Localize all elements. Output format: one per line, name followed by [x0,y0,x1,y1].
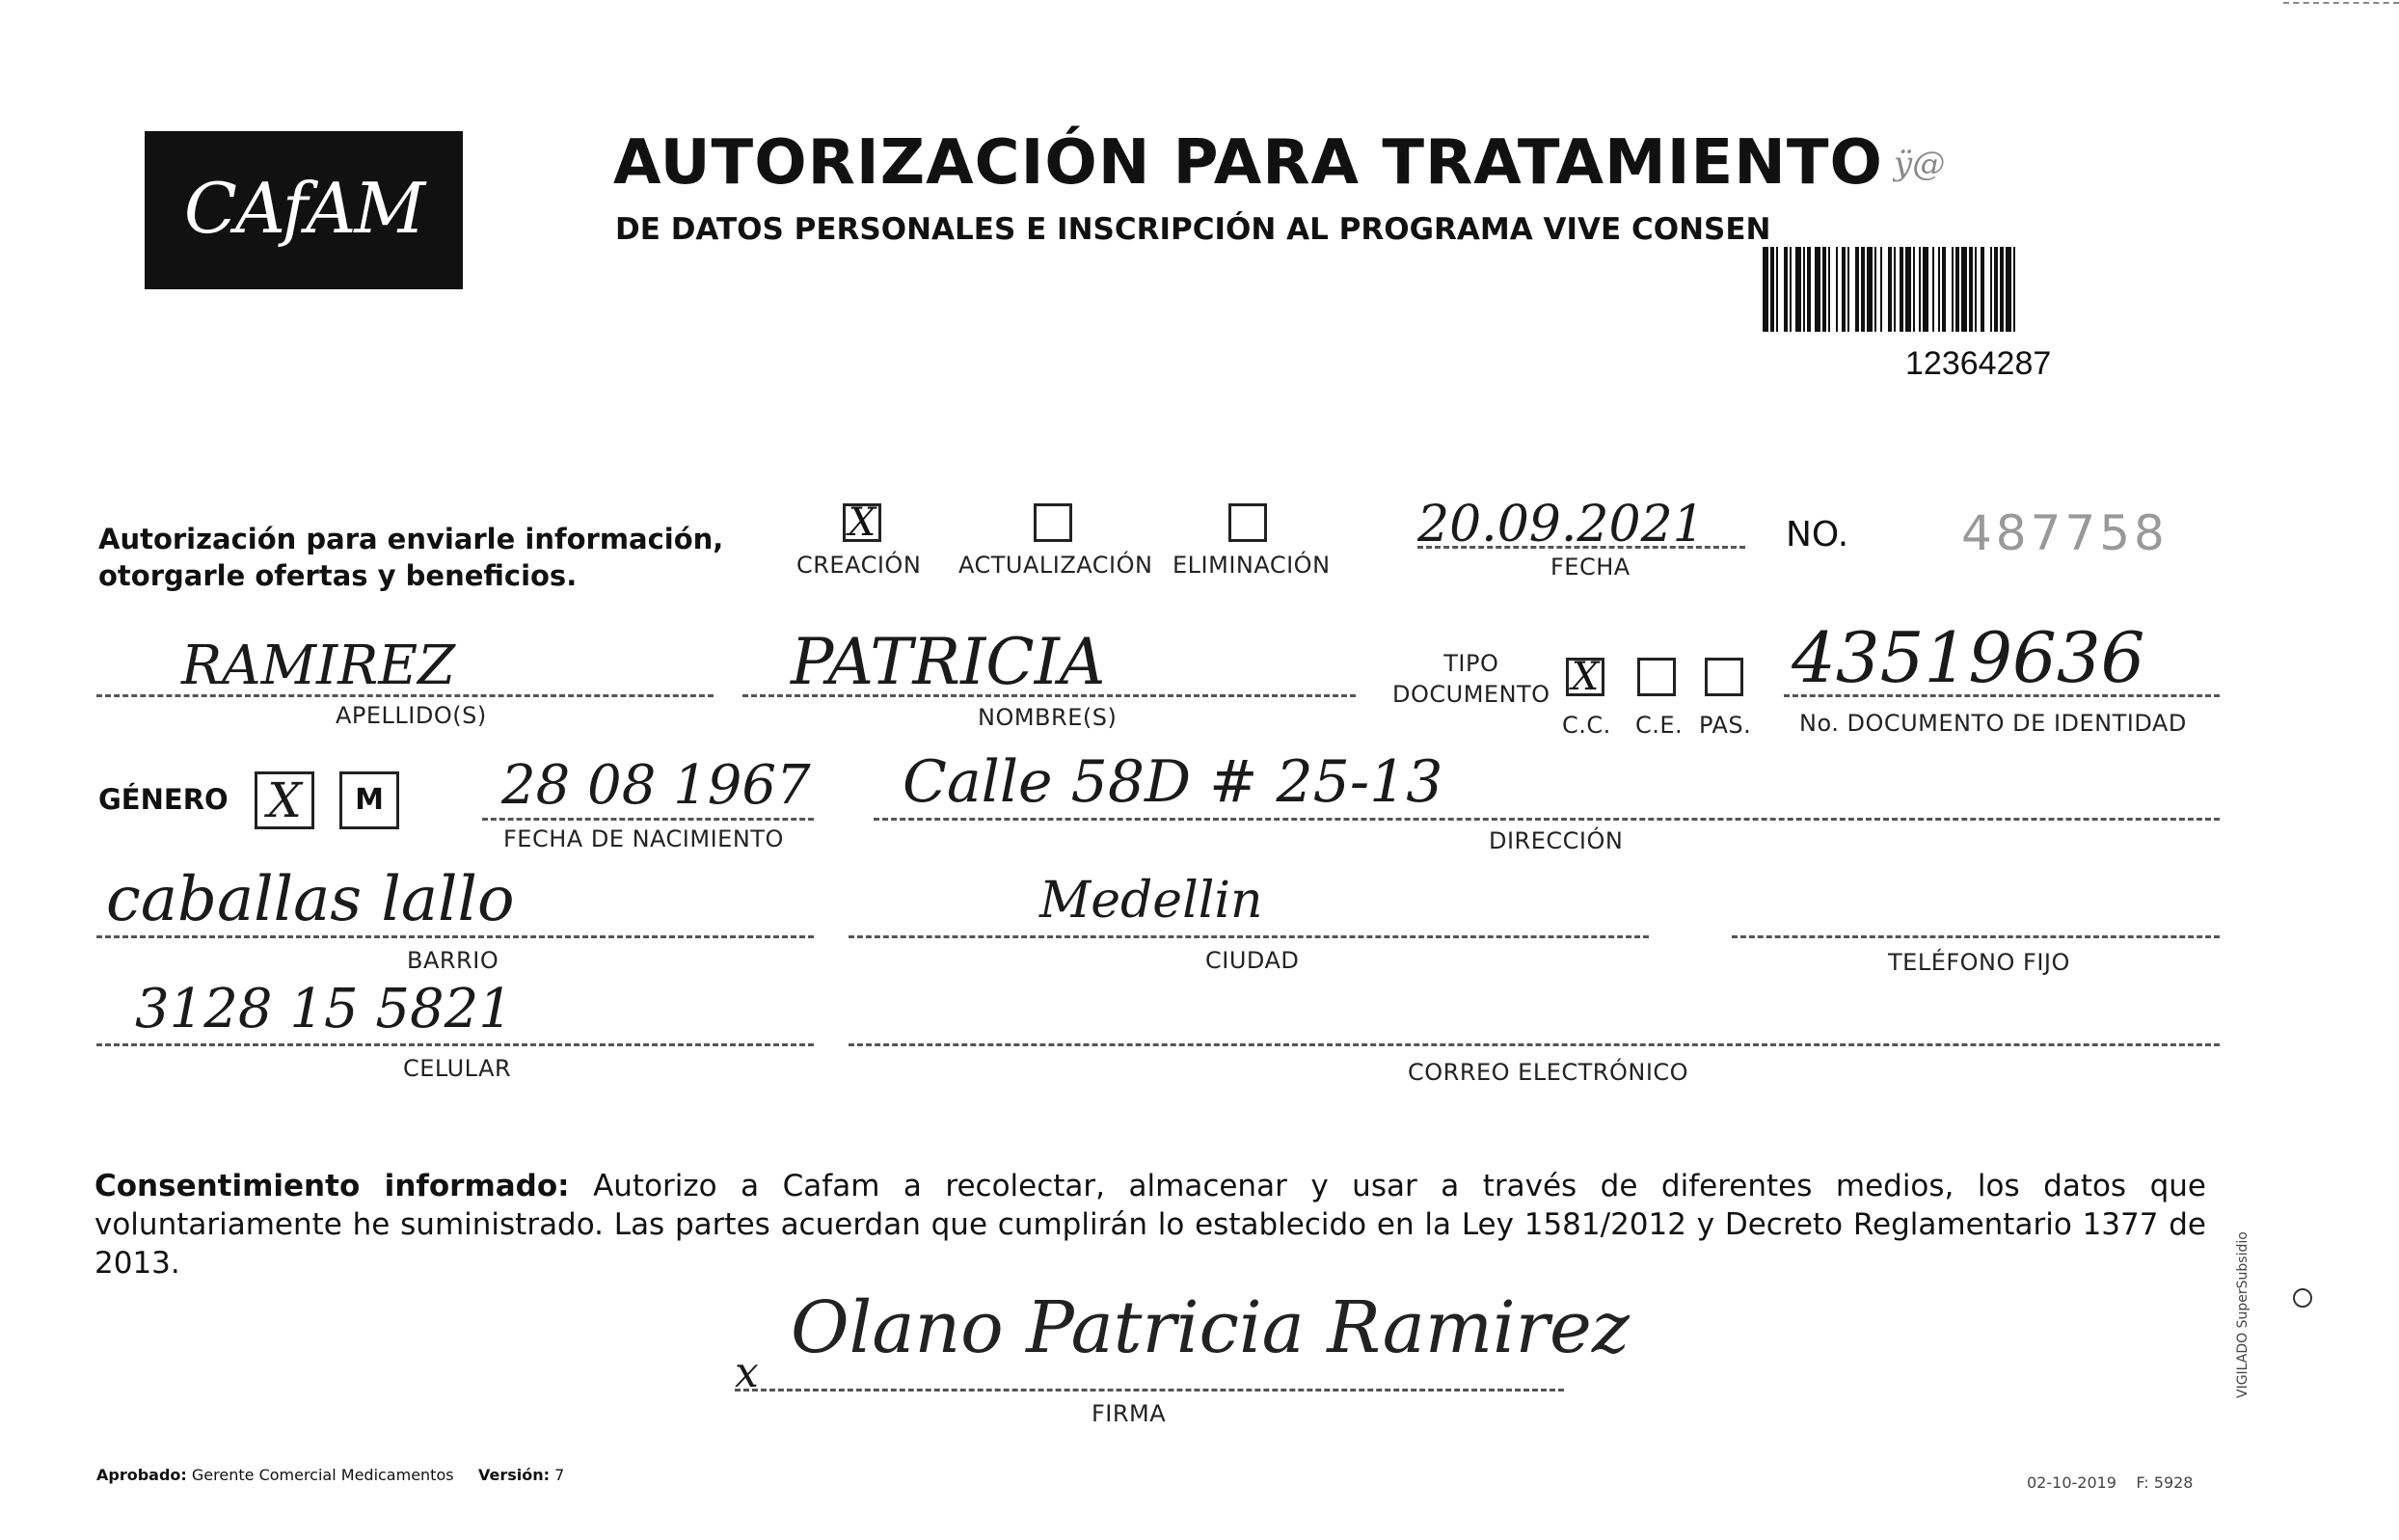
eliminacion-checkbox[interactable] [1228,503,1267,542]
barcode-bar [2000,247,2004,332]
barcode-bar [1905,247,1911,332]
barcode-bar [1795,247,1801,332]
aprobado-label: Aprobado: [96,1466,187,1484]
barcode-bar [1807,247,1811,332]
barcode-bar [1932,247,1934,332]
apellido-field[interactable] [96,635,714,697]
direccion-field[interactable] [874,748,2220,821]
actualizacion-label: ACTUALIZACIÓN [958,552,1153,579]
barcode-bar [1942,247,1946,332]
creacion-label: CREACIÓN [796,552,922,579]
fecha-value: 20.09.2021 [1417,496,1705,554]
barcode-bar [1815,247,1820,332]
tipo-documento-label [1392,648,1550,710]
apellido-label: APELLIDO(S) [336,702,487,729]
footer-form-code: F: 5928 [2136,1473,2194,1492]
barcode-bar [1828,247,1830,332]
consent-text: Autorizo a Cafam a recolectar, almacenar y usar a través de diferentes medios, los datos que voluntariamente he suministrado. Las partes acuerdan que cumplirán lo establecido en la Ley 1581/2012 y Decreto Reglamentario 1377 de 2013. [94,1169,2206,1281]
barcode-bar [1842,247,1846,332]
barrio-label: BARRIO [407,947,499,974]
signature: Olano Patricia Ramirez [791,1286,1630,1369]
barcode-bar [1981,247,1984,332]
creacion-checkbox[interactable] [843,500,881,545]
barcode-bar [1969,247,1973,332]
ciudad-value: Medellin [1039,872,1263,930]
vigilado-side-text: VIGILADO SuperSubsidio [2235,1231,2251,1398]
nombre-field[interactable] [742,625,1356,699]
cc-checkbox[interactable] [1566,655,1604,699]
ce-label: C.E. [1635,712,1684,739]
correo-label: CORREO ELECTRÓNICO [1408,1059,1689,1086]
signature-prefix: x [735,1348,759,1397]
fecha-nacimiento-label: FECHA DE NACIMIENTO [503,825,784,852]
footer-approval [96,1466,564,1484]
doc-number-field[interactable] [1784,617,2220,698]
fecha-nacimiento-value: 28 08 1967 [501,754,811,817]
barcode-bar [1861,247,1865,332]
telefono-field[interactable] [1732,899,2220,938]
barcode-bar [1822,247,1826,332]
telefono-label: TELÉFONO FIJO [1888,949,2070,976]
tipo-label-line2: DOCUMENTO [1392,681,1550,708]
barcode-icon [1763,247,2150,332]
barcode-number: 12364287 [1905,345,2052,382]
barcode-bar [1784,247,1788,332]
barcode-bar [1763,247,1768,332]
eliminacion-label: ELIMINACIÓN [1173,552,1331,579]
authorization-text-line1: Autorización para enviarle información, [98,523,724,555]
authorization-text [98,521,723,594]
barcode-bar [1923,247,1928,332]
logo-text: CAfAM [183,168,424,249]
celular-value: 3128 15 5821 [135,978,513,1040]
barcode-bar [1994,247,1998,332]
barcode-bar [1847,247,1849,332]
consent-lead: Consentimiento informado: [94,1169,570,1203]
version-label: Versión: [478,1466,551,1484]
barcode-bar [2006,247,2011,332]
barrio-value: caballas lallo [106,864,515,935]
fecha-nacimiento-field[interactable] [482,754,814,821]
tipo-label-line1: TIPO [1443,650,1499,677]
barcode-bar [1855,247,1859,332]
genero-m-label: M [355,783,384,817]
barcode-bar [1938,247,1940,332]
barcode-bar [1874,247,1876,332]
barcode-bar [1900,247,1903,332]
genero-f-checkbox[interactable] [255,771,314,829]
doc-number-value: 43519636 [1792,617,2145,698]
barcode-bar [1770,247,1774,332]
supersubsidio-icon [2293,1288,2312,1308]
barcode-bar [1790,247,1792,332]
doc-number-label: No. DOCUMENTO DE IDENTIDAD [1799,710,2187,737]
consent-paragraph [94,1167,2206,1283]
barcode-bar [2013,247,2015,332]
pas-label: PAS. [1699,712,1752,739]
barcode-bar [1955,247,1959,332]
aprobado-value: Gerente Comercial Medicamentos [191,1466,454,1484]
fecha-label: FECHA [1550,554,1631,581]
barrio-field[interactable] [96,864,814,938]
top-edge-dash [2283,2,2399,4]
genero-m-checkbox[interactable] [339,771,399,829]
authorization-text-line2: otorgarle ofertas y beneficios. [98,559,578,592]
nombre-label: NOMBRE(S) [978,704,1118,731]
genero-label: GÉNERO [98,783,229,816]
corner-handwritten-mark: ÿ@ [1894,145,1946,183]
form-title: AUTORIZACIÓN PARA TRATAMIENTO [613,127,1883,199]
fecha-field[interactable] [1417,496,1745,554]
no-value: 487758 [1961,505,2169,561]
apellido-value: RAMIREZ [181,635,456,697]
barcode-bar [1836,247,1838,332]
barcode-bar [1961,247,1967,332]
barcode-bar [1888,247,1892,332]
correo-field[interactable] [849,1007,2220,1046]
ciudad-label: CIUDAD [1205,947,1300,974]
creacion-checkmark: X [848,500,876,545]
direccion-label: DIRECCIÓN [1489,827,1624,854]
barcode-bar [1952,247,1954,332]
nombre-value: PATRICIA [791,625,1106,699]
barcode-bar [1803,247,1805,332]
cafam-logo [145,131,463,289]
footer-codes [2027,1473,2193,1492]
barcode-bar [1880,247,1882,332]
barcode-bar [1894,247,1896,332]
celular-field[interactable] [96,978,814,1046]
barcode-bar [1990,247,1992,332]
barcode-bar [1919,247,1921,332]
barcode-bar [1867,247,1873,332]
form-subtitle: DE DATOS PERSONALES E INSCRIPCIÓN AL PROGRAMA VIVE CONSEN [615,212,1771,247]
celular-label: CELULAR [403,1055,512,1082]
ciudad-field[interactable] [849,872,1649,938]
footer-date-code: 02-10-2019 [2027,1473,2116,1492]
pas-checkbox[interactable] [1705,658,1743,696]
cc-checkmark: X [1571,655,1600,699]
no-label: NO. [1786,515,1849,554]
barcode-bar [1975,247,1977,332]
ce-checkbox[interactable] [1637,658,1676,696]
cc-label: C.C. [1562,712,1611,739]
genero-f-checkmark: X [267,772,302,828]
barcode-bar [1913,247,1915,332]
version-value: 7 [554,1466,565,1484]
barcode-bar [1776,247,1778,332]
actualizacion-checkbox[interactable] [1034,503,1072,542]
direccion-value: Calle 58D # 25-13 [903,748,1443,816]
firma-label: FIRMA [1092,1400,1167,1427]
